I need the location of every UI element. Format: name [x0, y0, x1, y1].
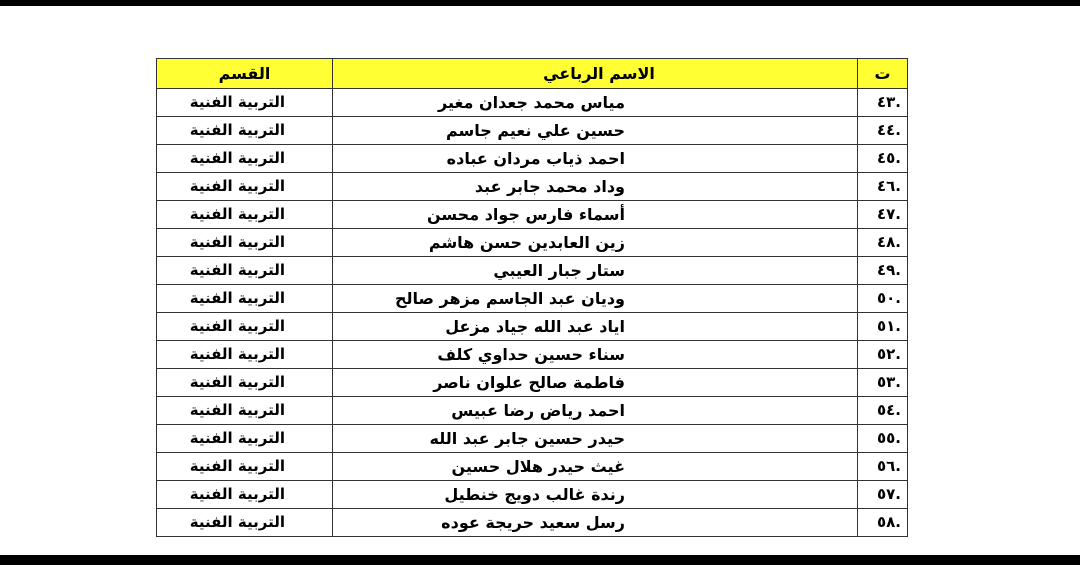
- row-number: .٥٢: [858, 341, 908, 369]
- row-department: التربية الفنية: [157, 313, 333, 341]
- row-department: التربية الفنية: [157, 453, 333, 481]
- row-name: رسل سعيد حريجة عوده: [333, 509, 858, 537]
- table-row: [157, 453, 908, 481]
- row-department: التربية الفنية: [157, 145, 333, 173]
- row-name: حيدر حسين جابر عبد الله: [333, 425, 858, 453]
- header-number: ت: [858, 59, 908, 89]
- row-name: ستار جبار العيبي: [333, 257, 858, 285]
- table-row: [157, 369, 908, 397]
- table-row: [157, 397, 908, 425]
- table-row: [157, 89, 908, 117]
- table-row: [157, 145, 908, 173]
- table-row: [157, 285, 908, 313]
- table-row: [157, 313, 908, 341]
- table-body: [157, 89, 908, 537]
- row-department: التربية الفنية: [157, 173, 333, 201]
- row-name: وداد محمد جابر عبد: [333, 173, 858, 201]
- row-number: .٤٤: [858, 117, 908, 145]
- row-department: التربية الفنية: [157, 341, 333, 369]
- row-number: .٥٤: [858, 397, 908, 425]
- row-department: التربية الفنية: [157, 117, 333, 145]
- row-name: احمد رياض رضا عبيس: [333, 397, 858, 425]
- row-name: غيث حيدر هلال حسين: [333, 453, 858, 481]
- top-frame-bar: [0, 0, 1080, 6]
- bottom-frame-bar: [0, 555, 1080, 565]
- row-number: .٤٩: [858, 257, 908, 285]
- row-name: رندة غالب دويج خنطيل: [333, 481, 858, 509]
- table-row: [157, 229, 908, 257]
- row-name: مياس محمد جعدان مغير: [333, 89, 858, 117]
- row-name: فاطمة صالح علوان ناصر: [333, 369, 858, 397]
- row-number: .٤٧: [858, 201, 908, 229]
- row-number: .٤٥: [858, 145, 908, 173]
- row-name: احمد ذياب مردان عباده: [333, 145, 858, 173]
- row-name: سناء حسين حداوي كلف: [333, 341, 858, 369]
- header-name: الاسم الرباعي: [333, 59, 858, 89]
- row-department: التربية الفنية: [157, 257, 333, 285]
- row-name: وديان عبد الجاسم مزهر صالح: [333, 285, 858, 313]
- row-name: اياد عبد الله جياد مزعل: [333, 313, 858, 341]
- row-number: .٥٥: [858, 425, 908, 453]
- row-number: .٥١: [858, 313, 908, 341]
- table-row: [157, 425, 908, 453]
- row-number: .٤٣: [858, 89, 908, 117]
- table-row: [157, 509, 908, 537]
- row-number: .٥٧: [858, 481, 908, 509]
- row-number: .٤٦: [858, 173, 908, 201]
- row-name: أسماء فارس جواد محسن: [333, 201, 858, 229]
- row-number: .٥٣: [858, 369, 908, 397]
- row-department: التربية الفنية: [157, 481, 333, 509]
- student-table: [156, 58, 908, 537]
- table-row: [157, 201, 908, 229]
- table-row: [157, 173, 908, 201]
- table-row: [157, 117, 908, 145]
- header-department: القسم: [157, 59, 333, 89]
- row-department: التربية الفنية: [157, 201, 333, 229]
- table-row: [157, 341, 908, 369]
- student-list-sheet: [156, 58, 907, 537]
- row-name: حسين علي نعيم جاسم: [333, 117, 858, 145]
- row-department: التربية الفنية: [157, 89, 333, 117]
- row-department: التربية الفنية: [157, 397, 333, 425]
- row-department: التربية الفنية: [157, 229, 333, 257]
- row-department: التربية الفنية: [157, 285, 333, 313]
- row-number: .٥٨: [858, 509, 908, 537]
- row-department: التربية الفنية: [157, 425, 333, 453]
- row-number: .٥٦: [858, 453, 908, 481]
- table-header-row: [157, 59, 908, 89]
- row-number: .٥٠: [858, 285, 908, 313]
- row-number: .٤٨: [858, 229, 908, 257]
- table-row: [157, 481, 908, 509]
- table-row: [157, 257, 908, 285]
- row-name: زين العابدين حسن هاشم: [333, 229, 858, 257]
- row-department: التربية الفنية: [157, 509, 333, 537]
- row-department: التربية الفنية: [157, 369, 333, 397]
